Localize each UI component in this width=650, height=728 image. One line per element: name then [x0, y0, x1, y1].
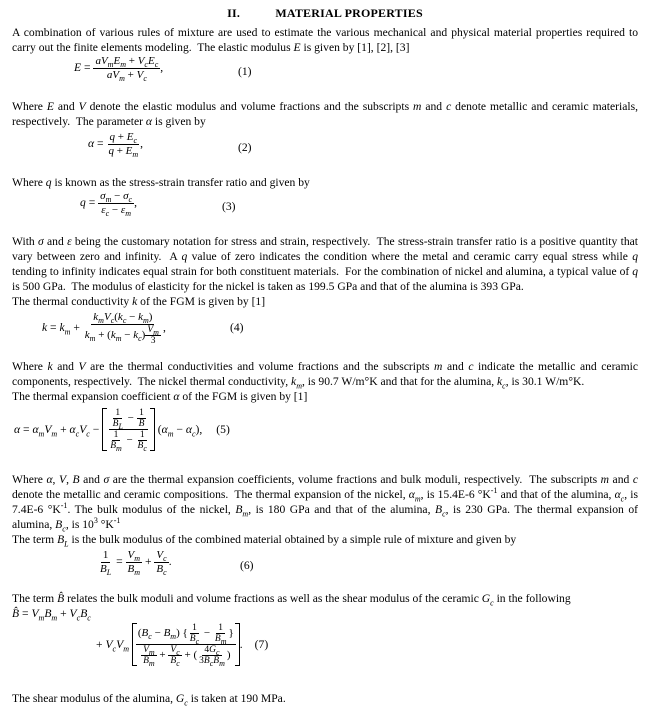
equation-7: + $V_cV_m$ $(B_c - B_m)$ { $\frac{1}{B_c}$ − $\frac{1}{B_m}$ } $\frac{V_m}{B_m}$ + $\frac{V_c}{B_c}$ + ( $\frac{4G_c}{3B_cB_m}$ ) . (7) [96, 623, 269, 668]
paragraph-1: A combination of various rules of mixture are used to estimate the various mechanical and physical material properties required to carry out the finite elements modeling. The elastic modulus E is given by [1], [2], [3] [12, 26, 638, 54]
equation-5: $\alpha = \alpha_mV_m + \alpha_cV_c$ − $\frac{1}{B_L}$ − $\frac{1}{B̂}$ $\frac{1}{B_m}$ − $\frac{1}{B_c}$ $(\alpha_m - \alpha_c)$, (5) [14, 408, 230, 453]
equation-1-tag: (1) [238, 65, 252, 78]
paragraph-6: Where k and V are the thermal conductivities and volume fractions and the subscripts m and c indicate the metallic and ceramic components, respectively. The nickel thermal conductivity, $k_m$, is 90.7 W/m°K and that for the alumina, $k_c$, is 30.1 W/m°K. [12, 360, 638, 391]
paper-page [12, 6, 638, 706]
paragraph-2: Where E and V denote the elastic modulus and volume fractions and the subscripts m and c denote metallic and ceramic materials, respectively. The parameter α is given by [12, 100, 638, 128]
equation-6: $\frac{1}{B_L}$ = $\frac{V_m}{B_m}$ + $\frac{V_c}{B_c}$ . (6) [100, 549, 254, 578]
equation-2: α = $\frac{q + E_c}{q + E_m}$ , (2) [88, 131, 252, 160]
paragraph-4: With σ and ε being the customary notation for stress and strain, respectively. The stress-strain transfer ratio is a positive quantity that vary between zero and infinity. A q value of zero indicates the condition where the metal and ceramic carry equal stress while q tending to infinity indicates equal strain for both constituent materials. For the combination of nickel and alumina, a typical value of q is 500 GPa. The modulus of elasticity for the nickel is taken as 199.5 GPa and that of the alumina is 393 GPa. [12, 235, 639, 293]
section-number: II. [227, 6, 241, 20]
equation-7-line-1: B̂ = $V_mB_m + V_cB_c$ [12, 607, 91, 623]
equation-5-tag: (5) [216, 423, 230, 436]
equation-2-tag: (2) [238, 141, 252, 154]
section-title: MATERIAL PROPERTIES [275, 6, 423, 20]
paragraph-10: The term B̂ relates the bulk moduli and volume fractions as well as the shear modulus of the ceramic $G_c$ in the following [12, 592, 571, 608]
equation-7-tag: (7) [254, 638, 269, 651]
paragraph-5: The thermal conductivity k of the FGM is given by [1] [12, 295, 266, 308]
equation-1: E = $\frac{aV_mE_m + V_cE_c}{aV_m + V_c}$ , (1) [74, 55, 252, 84]
paragraph-7: The thermal expansion coefficient α of the FGM is given by [1] [12, 390, 308, 403]
equation-3: q = $\frac{\sigma_m - \sigma_c}{\varepsilon_c - \varepsilon_m}$ , (3) [80, 190, 236, 219]
section-heading [12, 6, 638, 21]
equation-3-tag: (3) [222, 200, 236, 213]
paragraph-9: The term $B_L$ is the bulk modulus of the combined material obtained by a simple rule of mixture and given by [12, 533, 517, 549]
paragraph-11: The shear modulus of the alumina, $G_c$ is taken at 190 MPa. [12, 692, 286, 708]
paragraph-8: Where α, V, B and σ are the thermal expansion coefficients, volume fractions and bulk moduli, respectively. The subscripts m and c denote the metallic and ceramic compositions. The thermal expansion of the nickel, $\alpha_m$, is 15.4E-6 $^\circ K^{-1}$ and that of the alumina, $\alpha_c$, is 7.4E-6 $^\circ K^{-1}$. The bulk modulus of the nickel, $B_m$, is 180 GPa and that of the alumina, $B_c$, is 230 GPa. The thermal expansion of alumina, $B_c$, is $10^3$ $^\circ K^{-1}$ [12, 473, 639, 534]
equation-6-tag: (6) [240, 559, 254, 572]
equation-4-tag: (4) [230, 321, 244, 334]
paragraph-3: Where q is known as the stress-strain transfer ratio and given by [12, 176, 310, 189]
equation-4: $k = k_m$ + $k_mV_c(k_c - k_m)$ $k_m + (k_m - k_c)$ $\frac{V_m}{3}$ , (4) [42, 311, 244, 346]
